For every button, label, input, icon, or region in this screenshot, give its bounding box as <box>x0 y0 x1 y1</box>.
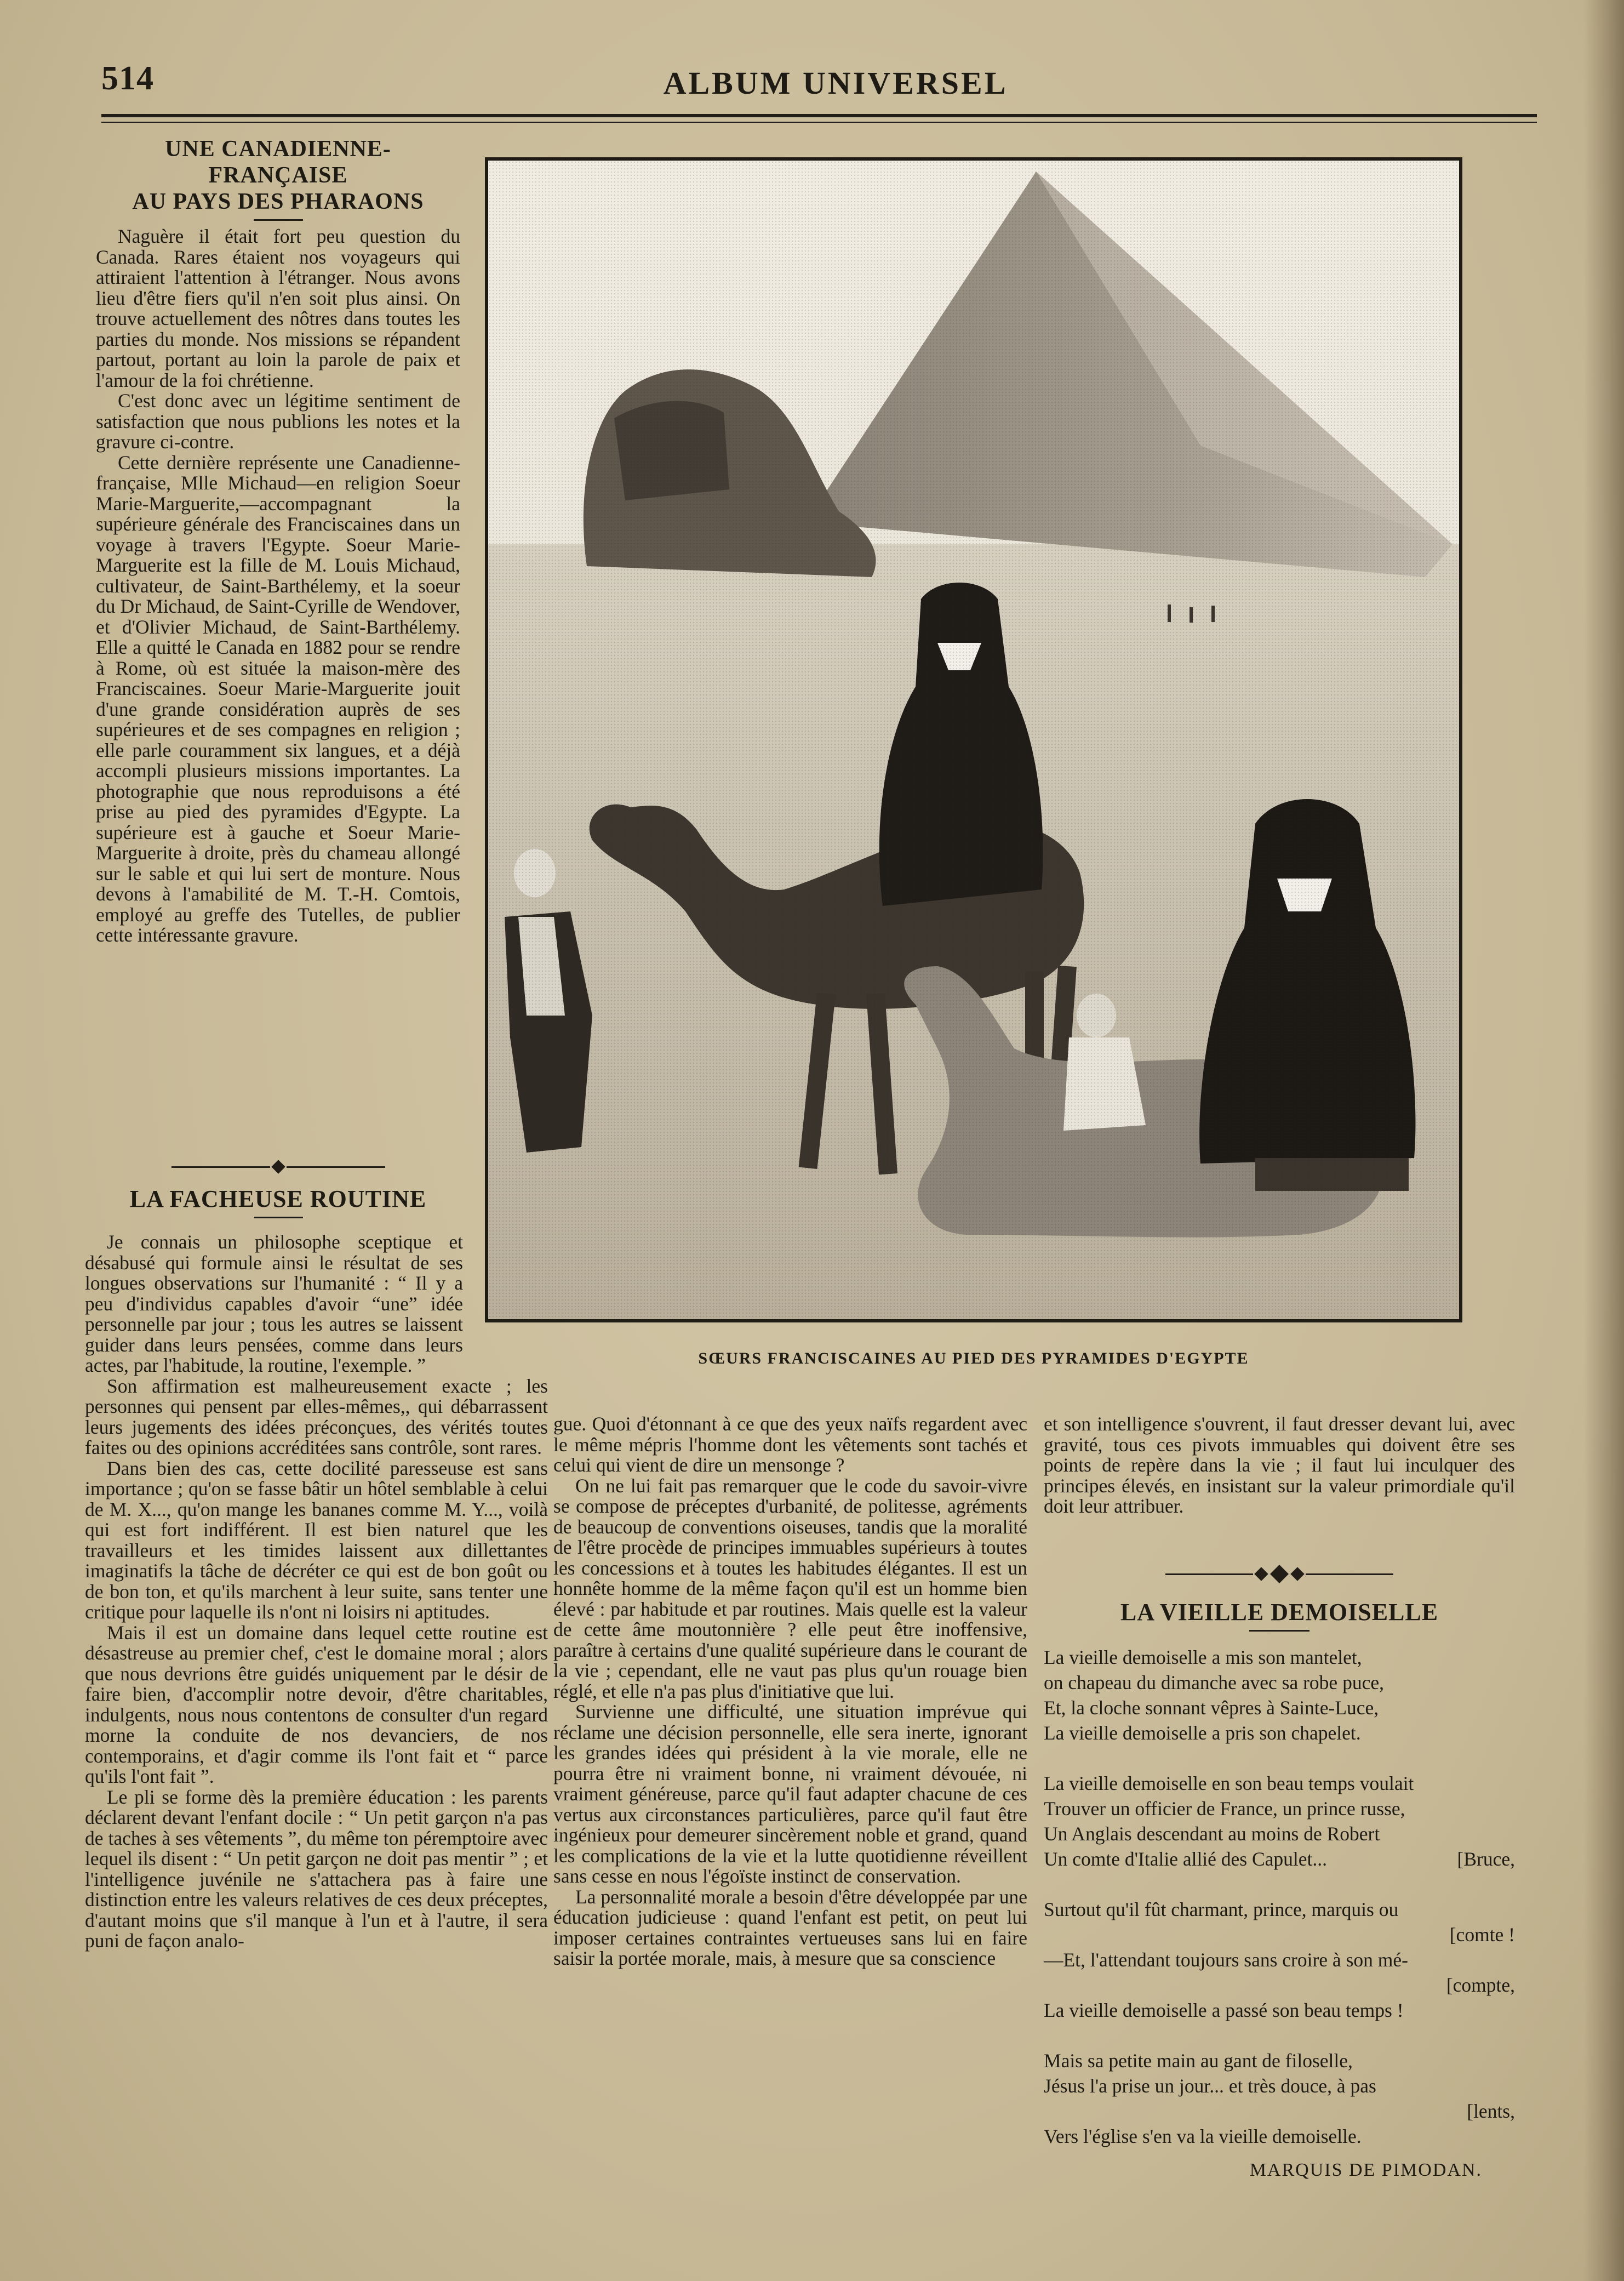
verse: La vieille demoiselle a passé son beau temps ! <box>1044 1999 1404 2021</box>
verse-continuation: [compte, <box>1446 1974 1515 1996</box>
paragraph: et son intelligence s'ouvrent, il faut dresser devant lui, avec gravité, tous ces pivots immuables qui doivent être ses points de repère dans la vie ; il faut lui inculquer des principes élevés, en insistant sur la valeur primordiale qu'il doit leur attribuer. <box>1044 1413 1515 1517</box>
paragraph: Survienne une difficulté, une situation imprévue qui réclame une décision personnelle, elle sera inerte, ignorant les grandes idées qui président à la vie morale, elle ne pourra être ni vraiment bonne, ni vraiment dévouée, ni vraiment généreuse, parce qu'il faut adapter chacune de ces vertus aux circonstances particulières, parce qu'il faut être ingénieux pour demeurer sincèrement noble et grand, quand les complications de la vie et la lutte quotidienne réveillent sans cesse en nous l'égoïste instinct de conservation. <box>553 1701 1027 1887</box>
article-body <box>96 226 460 946</box>
verse-continuation: [lents, <box>1467 2100 1515 2122</box>
halftone-photo <box>488 161 1459 1319</box>
paragraph: gue. Quoi d'étonnant à ce que des yeux naïfs regardent avec le même mépris l'homme dont les vêtements sont tachés et celui qui vient de dire un mensonge ? <box>553 1413 1027 1476</box>
section-ornament <box>1044 1567 1515 1581</box>
verse: —Et, l'attendant toujours sans croire à son mé- <box>1044 1949 1408 1971</box>
verse: Un Anglais descendant au moins de Robert <box>1044 1823 1380 1845</box>
verse: on chapeau du dimanche avec sa robe puce, <box>1044 1672 1384 1693</box>
stanza <box>1044 1897 1515 2023</box>
verse: Vers l'église s'en va la vieille demoiselle. <box>1044 2125 1362 2147</box>
verse: La vieille demoiselle a pris son chapelet. <box>1044 1722 1361 1744</box>
title-underline <box>1249 1630 1310 1632</box>
paragraph: Cette dernière représente une Canadienne-française, Mlle Michaud—en religion Soeur Marie-Marguerite,—accompagnant la supérieure générale des Franciscaines dans un voyage à travers l'Egypte. Soeur Marie-Marguerite est la fille de M. Louis Michaud, cultivateur, de Saint-Barthélemy, et la soeur du Dr Michaud, de Saint-Cyrille de Wendover, et d'Olivier Michaud, de Saint-Barthélemy. Elle a quitté le Canada en 1882 pour se rendre à Rome, où est située la maison-mère des Franciscaines. Soeur Marie-Marguerite jouit d'une grande considération auprès de ses supérieures et de ses compagnes en religion ; elle parle couramment six langues, et a déjà accompli plusieurs missions importantes. La photographie que nous reproduisons a été prise au pied des pyramides d'Egypte. La supérieure est à gauche et Soeur Marie-Marguerite à droite, près du chameau allongé sur le sable et qui lui sert de monture. Nous devons à l'amabilité de M. T.-H. Comtois, employé au greffe des Tutelles, de publier cette intéressante gravure. <box>96 451 460 946</box>
paragraph: Je connais un philosophe sceptique et désabusé qui formule ainsi le résultat de ses longues observations sur l'humanité : “ Il y a peu d'individus capables d'avoir “une” idée personnelle par jour ; tous les autres se laissent guider dans leurs pensées, comme dans leurs actes, par l'habitude, la routine, l'exemple. ” <box>85 1231 463 1376</box>
stanza <box>1044 2048 1515 2149</box>
poem-title: LA VIEILLE DEMOISELLE <box>1120 1599 1439 1626</box>
photo-pyramids <box>485 157 1462 1322</box>
poem-body <box>1044 1645 1515 2149</box>
verse: Trouver un officier de France, un prince russe, <box>1044 1798 1405 1820</box>
title-underline <box>254 219 303 221</box>
article-routine-body-col2 <box>553 1414 1027 1969</box>
paragraph: C'est donc avec un légitime sentiment de satisfaction que nous publions les notes et la gravure ci-contre. <box>96 390 460 453</box>
article-canadienne <box>96 136 460 946</box>
page-number: 514 <box>101 60 154 97</box>
verse-continuation: [Bruce, <box>1457 1848 1515 1870</box>
verse: Surtout qu'il fût charmant, prince, marquis ou <box>1044 1898 1399 1920</box>
poem-signature: MARQUIS DE PIMODAN. <box>1249 2160 1482 2180</box>
article-title: LA FACHEUSE ROUTINE <box>129 1185 427 1212</box>
article-title-line2: AU PAYS DES PHARAONS <box>132 189 424 214</box>
paragraph: Naguère il était fort peu question du Canada. Rares étaient nos voyageurs qui attiraient l'attention à l'étranger. Nous avons lieu d'être fiers qu'il n'en soit plus ainsi. On trouve actuellement des nôtres dans toutes les parties du monde. Nos missions se répandent partout, portant au loin la parole de paix et l'amour de la foi chrétienne. <box>96 225 460 391</box>
verse: La vieille demoiselle en son beau temps voulait <box>1044 1772 1414 1794</box>
title-underline <box>254 1217 303 1218</box>
verse-row <box>1044 1846 1515 1872</box>
article-routine-col1 <box>96 1162 460 1223</box>
verse: Et, la cloche sonnant vêpres à Sainte-Luce, <box>1044 1697 1379 1719</box>
section-ornament <box>96 1162 460 1172</box>
verse: La vieille demoiselle a mis son mantelet, <box>1044 1646 1362 1668</box>
stanza <box>1044 1645 1515 1746</box>
paragraph: La personnalité morale a besoin d'être développée par une éducation judicieuse : quand l'enfant est petit, on peut lui imposer certaines contraintes vertueuses sans lui en faire saisir la portée morale, mais, à mesure que sa conscience <box>553 1885 1027 1969</box>
paragraph: On ne lui fait pas remarquer que le code du savoir-vivre se compose de préceptes d'urbanité, de politesse, agréments de beaucoup de conventions oiseuses, tandis que la moralité de l'être procède de principes immuables supérieurs à toutes les concessions et à toutes les habitudes élégantes. Il est un honnête homme de la même façon qu'il est un homme bien élevé : par habitude et par routines. Mais quelle est la valeur de cette âme moutonnière ? elle peut être inoffensive, paraître à certains d'une qualité supérieure dans le courant de la vie ; cependant, elle ne vaut pas plus qu'un rouage bien réglé, et elle n'a pas plus d'initiative que lui. <box>553 1474 1027 1702</box>
verse: Jésus l'a prise un jour... et très douce, à pas <box>1044 2075 1376 2097</box>
poem-section <box>1044 1567 1515 2181</box>
verse: Mais sa petite main au gant de filoselle, <box>1044 2050 1353 2072</box>
verse: Un comte d'Italie allié des Capulet... <box>1044 1848 1328 1870</box>
header-rule <box>101 114 1537 117</box>
photo-caption: SŒURS FRANCISCAINES AU PIED DES PYRAMIDES D'EGYPTE <box>698 1349 1249 1367</box>
article-routine-body-col1 <box>85 1232 548 1952</box>
paragraph: Son affirmation est malheureusement exacte ; les personnes qui pensent par elles-mêmes,, qui débarrassent leurs jugements des idées préconçues, des vérités toutes faites ou des opinions accréditées sans contrôle, sont rares. <box>85 1375 548 1458</box>
paragraph: Le pli se forme dès la première éducation : les parents déclarent devant l'enfant docile : “ Un petit garçon n'a pas de taches à ses vêtements ”, du même ton péremptoire avec lequel ils disent : “ Un petit garçon ne doit pas mentir ” ; et l'intelligence juvénile ne s'attachera pas à faire une distinction entre les valeurs relatives de ces deux préceptes, d'autant moins que s'il manque à l'un et à l'autre, il sera puni de façon analo- <box>85 1786 548 1952</box>
paragraph: Mais il est un domaine dans lequel cette routine est désastreuse au premier chef, c'est le domaine moral ; alors que nous devrions être guidés uniquement par le désir de faire bien, d'accomplir notre devoir, d'être charitables, indulgents, nous nous contentons de consulter d'un regard morne la conduite de nos devanciers, de nos contemporains, et d'agir comme ils l'ont fait et “ parce qu'ils l'ont fait ”. <box>85 1621 548 1787</box>
header-rule-thin <box>101 122 1537 123</box>
article-title-line1: UNE CANADIENNE-FRANÇAISE <box>165 136 391 188</box>
stanza <box>1044 1771 1515 1872</box>
paragraph: Dans bien des cas, cette docilité paresseuse est sans importance ; qu'on se fasse bâtir un hôtel semblable à celui de M. X..., qu'on mange les bananes comme M. Y..., voilà qui est fort indifférent. Il est bien naturel que les travailleurs et les timides laissent aux dillettantes imaginatifs la tâche de décréter ce qui est de bon goût ou de bon ton, et qu'ils marchent à leur suite, sans tenter une critique pour laquelle ils n'ont ni loisirs ni aptitudes. <box>85 1457 548 1623</box>
page-fold-shadow <box>1583 0 1624 2281</box>
article-routine-body-col3 <box>1044 1414 1515 1517</box>
journal-title: ALBUM UNIVERSEL <box>663 65 1008 101</box>
verse-continuation: [comte ! <box>1449 1924 1515 1946</box>
